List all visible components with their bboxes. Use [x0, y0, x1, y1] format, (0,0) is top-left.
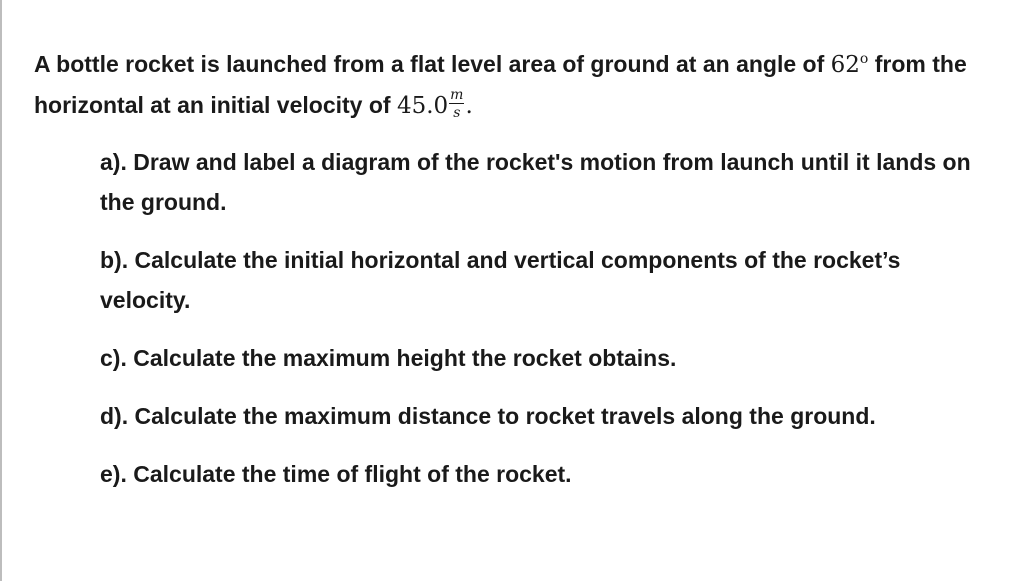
velocity-unit-fraction: [449, 88, 464, 120]
intro-text-2: from the horizontal at an initial velocity of: [34, 51, 967, 118]
question-part-e: e). Calculate the time of flight of the rocket.: [100, 461, 572, 487]
question-part-b: b). Calculate the initial horizontal and vertical components of the rocket’s velocity.: [100, 247, 901, 313]
angle-value: 62$^o$: [830, 51, 869, 78]
unit-numerator: m: [450, 86, 464, 103]
question-part-c: c). Calculate the maximum height the rocket obtains.: [100, 345, 677, 371]
degree-superscript: o: [859, 51, 869, 67]
question-part-a: a). Draw and label a diagram of the rocket's motion from launch until it lands on the ground.: [100, 149, 971, 215]
intro-text-1: A bottle rocket is launched from a flat level area of ground at an angle of: [34, 51, 831, 77]
unit-denominator: s: [453, 104, 461, 121]
problem-intro: [34, 44, 994, 126]
problem-statement: [34, 44, 994, 487]
left-border-rule: [0, 0, 2, 581]
question-part-d: d). Calculate the maximum distance to rocket travels along the ground.: [100, 403, 876, 429]
question-parts-list: [100, 142, 990, 494]
intro-period: .: [465, 93, 473, 119]
velocity-value: 45.0: [396, 93, 449, 119]
